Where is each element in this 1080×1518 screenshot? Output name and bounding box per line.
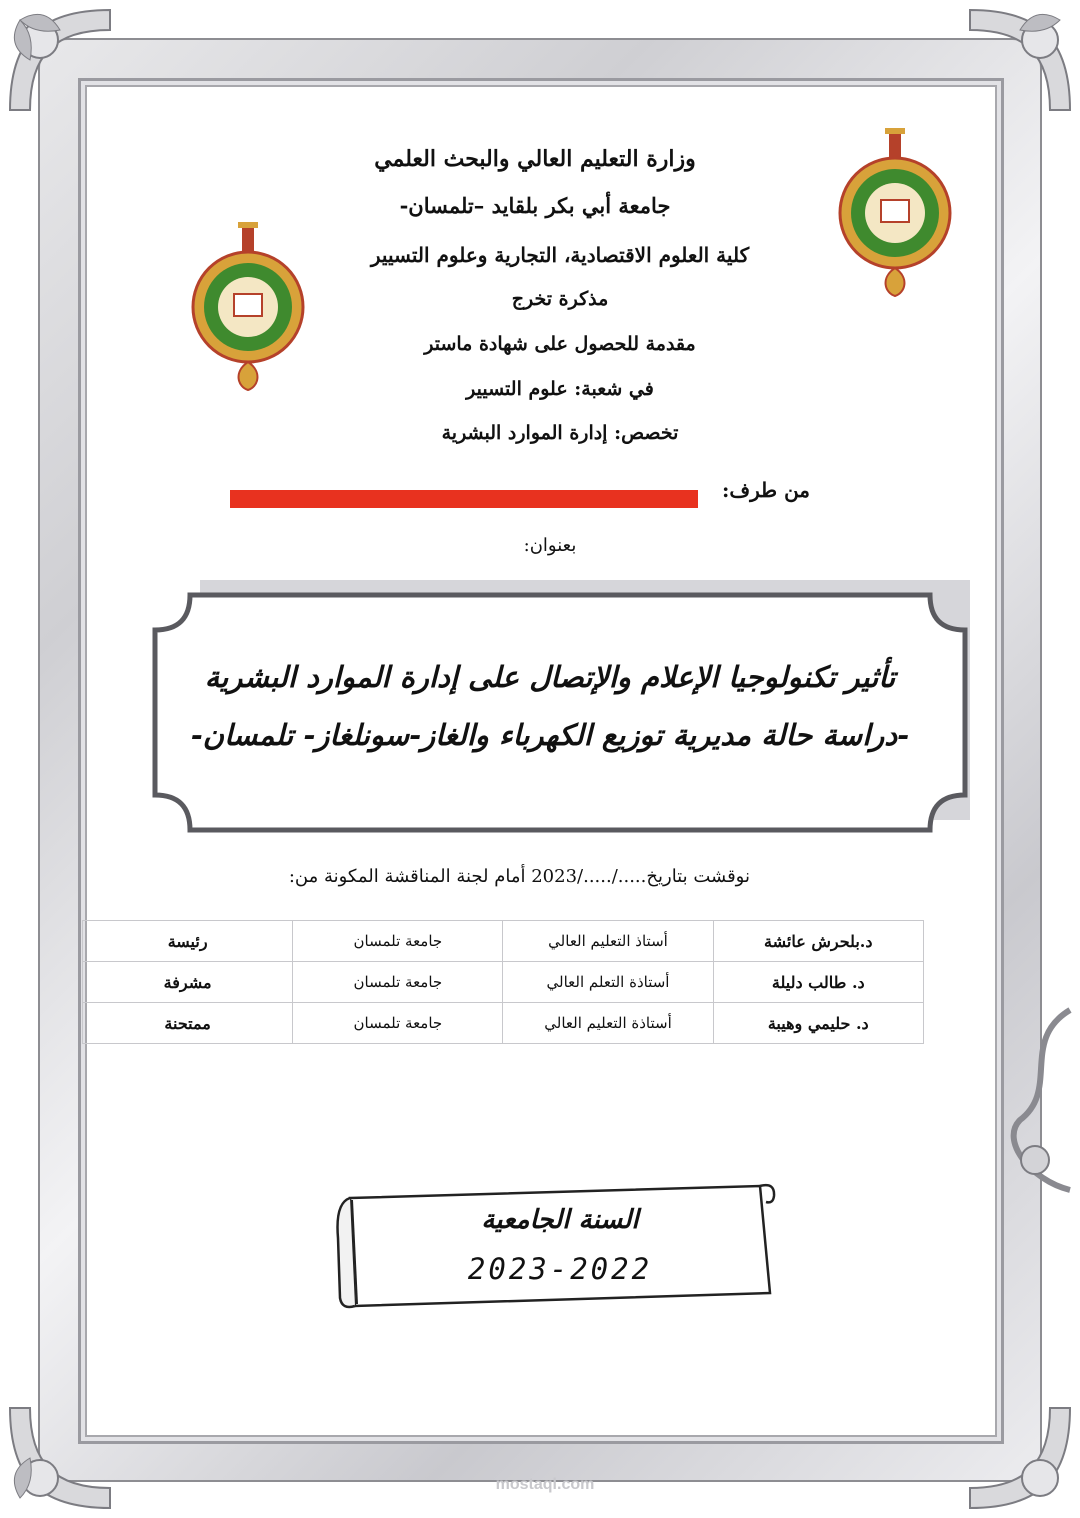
side-scroll-ornament-icon	[1000, 1000, 1080, 1200]
corner-ornament-icon	[0, 0, 120, 120]
specialty-line: تخصص: إدارة الموارد البشرية	[441, 422, 679, 444]
table-row	[83, 962, 924, 1003]
thesis-type: مذكرة تخرج	[511, 288, 609, 310]
university-logo-icon	[835, 128, 955, 298]
member-university: جامعة تلمسان	[293, 962, 503, 1003]
member-role: مشرفة	[83, 962, 293, 1003]
corner-ornament-icon	[0, 1398, 120, 1518]
member-role: ممتحنة	[83, 1003, 293, 1044]
member-role: رئيسة	[83, 921, 293, 962]
branch-line: في شعبة: علوم التسيير	[466, 378, 654, 400]
thesis-title-line1: تأثير تكنولوجيا الإعلام والإتصال على إدارة الموارد البشرية	[204, 660, 896, 694]
redacted-author-names	[230, 490, 698, 508]
university-name: جامعة أبي بكر بلقايد –تلمسان-	[399, 193, 671, 218]
scroll-banner-icon	[330, 1178, 780, 1313]
author-label: من طرف:	[722, 478, 810, 502]
committee-table	[82, 920, 924, 1044]
member-name: د. حليمي وهيبة	[713, 1003, 923, 1044]
subject-label: بعنوان:	[523, 535, 577, 556]
table-row	[83, 921, 924, 962]
faculty-name: كلية العلوم الاقتصادية، التجارية وعلوم التسيير	[370, 243, 750, 267]
member-rank: أستاذة التعليم العالي	[503, 1003, 713, 1044]
thesis-title-line2: -دراسة حالة مديرية توزيع الكهرباء والغاز-سونلغاز- تلمسان-	[190, 718, 910, 752]
title-box-frame	[150, 590, 970, 835]
table-row	[83, 1003, 924, 1044]
author-row	[230, 478, 820, 510]
academic-year-label: السنة الجامعية	[481, 1205, 639, 1235]
member-name: د. طالب دليلة	[713, 962, 923, 1003]
member-university: جامعة تلمسان	[293, 1003, 503, 1044]
corner-ornament-icon	[960, 0, 1080, 120]
member-name: د.بلحرش عائشة	[713, 921, 923, 962]
ministry-name: وزارة التعليم العالي والبحث العلمي	[374, 146, 696, 172]
defense-date-line: نوقشت بتاريخ...../...../2023 أمام لجنة المناقشة المكونة من:	[288, 866, 750, 887]
academic-year-value: 2023-2022	[467, 1252, 653, 1286]
member-university: جامعة تلمسان	[293, 921, 503, 962]
member-rank: أستاذة التعلم العالي	[503, 962, 713, 1003]
degree-line: مقدمة للحصول على شهادة ماستر	[424, 333, 696, 355]
member-rank: أستاذ التعليم العالي	[503, 921, 713, 962]
corner-ornament-icon	[960, 1398, 1080, 1518]
university-logo-icon	[188, 222, 308, 392]
watermark-text: mostaql.com	[495, 1476, 595, 1493]
